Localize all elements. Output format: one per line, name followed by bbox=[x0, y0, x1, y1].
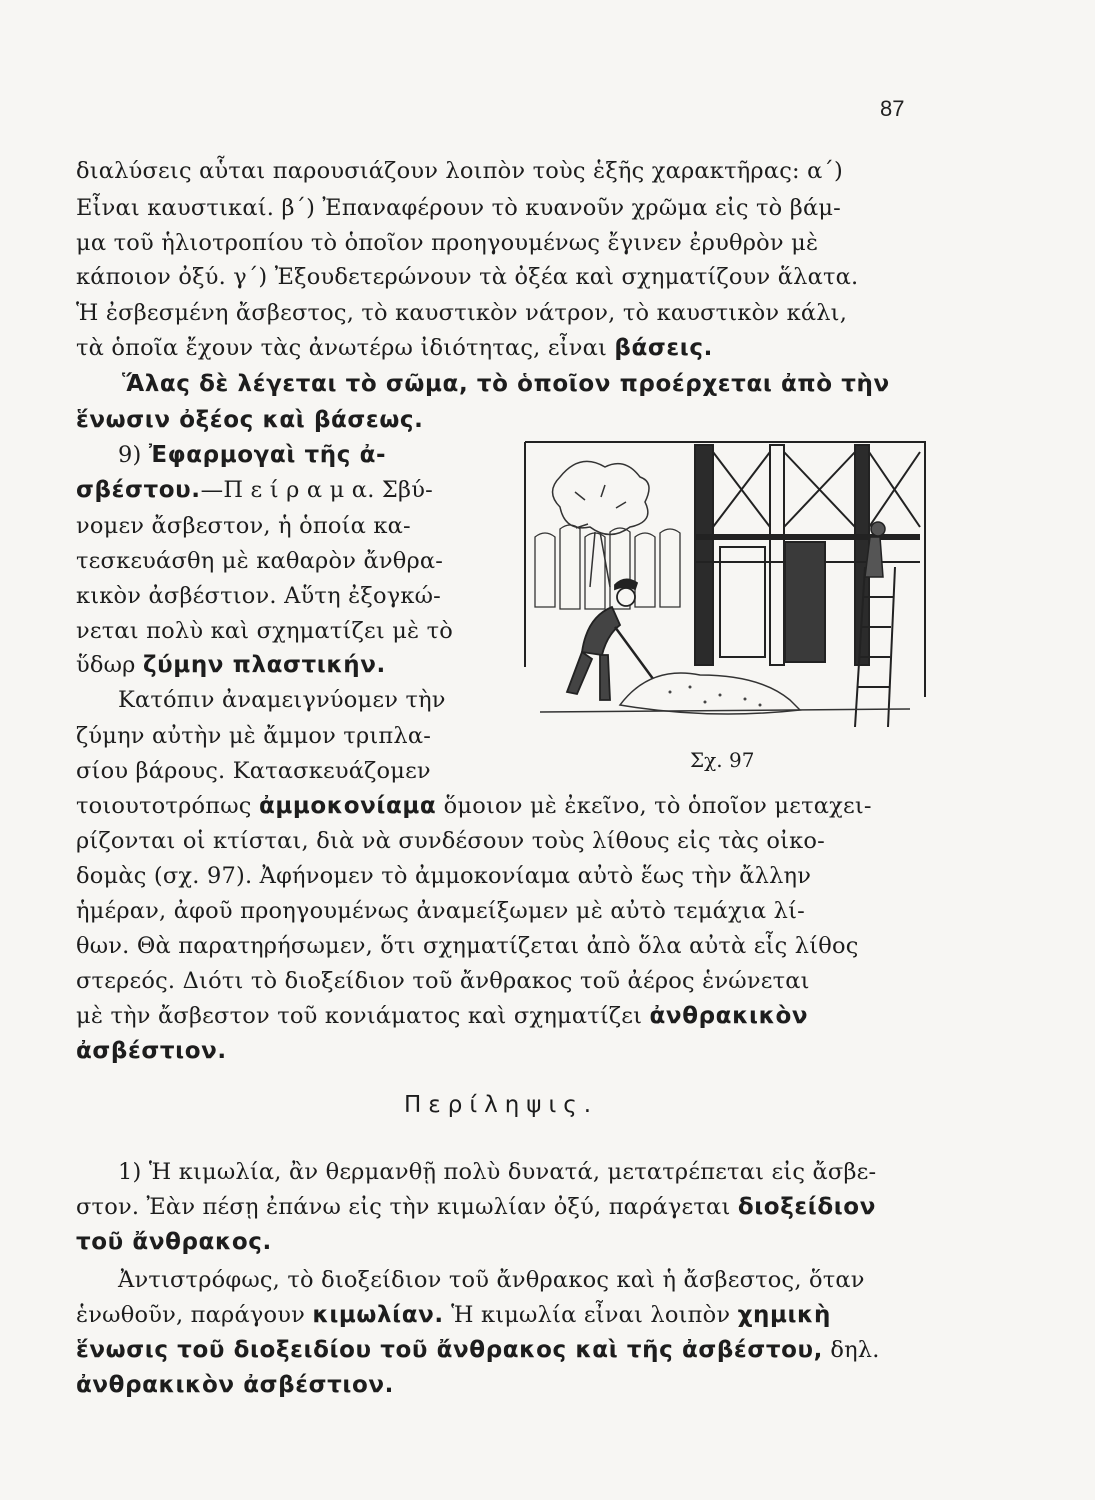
summary-line: 1) Ἡ κιμωλία, ἂν θερμανθῇ πολὺ δυνατά, μετατρέπεται εἰς ἄσβε- bbox=[118, 1159, 877, 1185]
section-number: 9) bbox=[118, 442, 142, 468]
paragraph-line bbox=[76, 650, 386, 680]
text-run: τὰ ὁποῖα ἔχουν τὰς ἀνωτέρω ἰδιότητας, εἶναι bbox=[76, 335, 608, 361]
summary-line bbox=[76, 1335, 880, 1365]
paragraph-line: τεσκευάσθη μὲ καθαρὸν ἄνθρα- bbox=[76, 548, 444, 574]
bold-term: διοξείδιον bbox=[737, 1194, 876, 1220]
bold-term: βάσεις. bbox=[614, 335, 713, 361]
bold-term: ἕνωσις τοῦ διοξειδίου τοῦ ἄνθρακος καὶ τῆς ἀσβέστου, bbox=[76, 1337, 823, 1363]
paragraph-line: Κατόπιν ἀναμειγνύομεν τὴν bbox=[118, 687, 446, 713]
paragraph-line bbox=[76, 791, 872, 821]
page-number: 87 bbox=[880, 96, 905, 121]
text-run: ὕδωρ bbox=[76, 652, 136, 678]
paragraph-line: μα τοῦ ἡλιοτροπίου τὸ ὁποῖον προηγουμένως ἔγινεν ἐρυθρὸν μὲ bbox=[76, 230, 819, 256]
paragraph-line bbox=[76, 1001, 808, 1031]
section-heading bbox=[118, 440, 386, 470]
text-run: δηλ. bbox=[830, 1337, 880, 1363]
text-run: ὅμοιον μὲ ἐκεῖνο, τὸ ὁποῖον μεταχει- bbox=[443, 793, 872, 819]
summary-heading: Περίληψις. bbox=[404, 1092, 599, 1118]
illustration-builder-mixing-mortar bbox=[520, 437, 930, 727]
figure-97 bbox=[520, 437, 930, 727]
text-run: Σβύ- bbox=[381, 477, 433, 503]
paragraph-line: κάποιον ὀξύ. γ΄) Ἐξουδετερώνουν τὰ ὀξέα καὶ σχηματίζουν ἅλατα. bbox=[76, 264, 859, 290]
summary-line: Ἀντιστρόφως, τὸ διοξείδιον τοῦ ἄνθρακος καὶ ἡ ἄσβεστος, ὅταν bbox=[118, 1267, 865, 1293]
paragraph-line: ρίζονται οἱ κτίσται, διὰ νὰ συνδέσουν τοὺς λίθους εἰς τὰς οἰκο- bbox=[76, 828, 825, 854]
figure-caption: Σχ. 97 bbox=[690, 748, 755, 772]
bold-term: χημικὴ bbox=[737, 1302, 831, 1328]
paragraph-line bbox=[76, 333, 713, 363]
paragraph-line: ἡμέραν, ἀφοῦ προηγουμένως ἀναμείξωμεν μὲ αὐτὸ τεμάχια λί- bbox=[76, 898, 805, 924]
paragraph-line: ζύμην αὐτὴν μὲ ἄμμον τριπλα- bbox=[76, 723, 432, 749]
text-run: Ἡ κιμωλία εἶναι λοιπὸν bbox=[451, 1302, 731, 1328]
summary-line: ἀνθρακικὸν ἀσβέστιον. bbox=[76, 1372, 394, 1398]
experiment-label: —Π ε ί ρ α μ α. bbox=[200, 477, 375, 503]
text-run: τοιουτοτρόπως bbox=[76, 793, 252, 819]
section-title: σβέστου. bbox=[76, 477, 201, 503]
bold-term: ἀμμοκονίαμα bbox=[258, 793, 437, 819]
paragraph-line: νεται πολὺ καὶ σχηματίζει μὲ τὸ bbox=[76, 618, 454, 644]
paragraph-line: διαλύσεις αὗται παρουσιάζουν λοιπὸν τοὺς ἑξῆς χαρακτῆρας: α΄) bbox=[76, 158, 843, 184]
paragraph-line: Ἡ ἐσβεσμένη ἄσβεστος, τὸ καυστικὸν νάτρον, τὸ καυστικὸν κάλι, bbox=[76, 300, 848, 326]
paragraph-line: δομὰς (σχ. 97). Ἀφήνομεν τὸ ἀμμοκονίαμα αὐτὸ ἕως τὴν ἄλλην bbox=[76, 863, 812, 889]
bold-term: ζύμην πλαστικήν. bbox=[142, 652, 386, 678]
summary-line bbox=[76, 1300, 831, 1330]
text-run: ἑνωθοῦν, παράγουν bbox=[76, 1302, 306, 1328]
summary-line bbox=[76, 1192, 876, 1222]
bold-term: κιμωλίαν. bbox=[312, 1302, 444, 1328]
paragraph-line bbox=[76, 475, 433, 505]
section-title: Ἐφαρμογαὶ τῆς ἀ- bbox=[148, 442, 387, 468]
definition-line: ἕνωσιν ὀξέος καὶ βάσεως. bbox=[76, 407, 424, 433]
text-run: μὲ τὴν ἄσβεστον τοῦ κονιάματος καὶ σχηματίζει bbox=[76, 1003, 643, 1029]
paragraph-line: στερεός. Διότι τὸ διοξείδιον τοῦ ἄνθρακος τοῦ ἀέρος ἑνώνεται bbox=[76, 968, 810, 994]
paragraph-line: Εἶναι καυστικαί. β΄) Ἐπαναφέρουν τὸ κυανοῦν χρῶμα εἰς τὸ βάμ- bbox=[76, 195, 841, 221]
paragraph-line: σίου βάρους. Κατασκευάζομεν bbox=[76, 758, 431, 784]
paragraph-line: ἀσβέστιον. bbox=[76, 1038, 227, 1064]
paragraph-line: νομεν ἄσβεστον, ἡ ὁποία κα- bbox=[76, 513, 411, 539]
definition-line: Ἅλας δὲ λέγεται τὸ σῶμα, τὸ ὁποῖον προέρχεται ἀπὸ τὴν bbox=[122, 371, 890, 397]
paragraph-line: θων. Θὰ παρατηρήσωμεν, ὅτι σχηματίζεται ἀπὸ ὅλα αὐτὰ εἷς λίθος bbox=[76, 933, 859, 959]
summary-line: τοῦ ἄνθρακος. bbox=[76, 1229, 272, 1255]
paragraph-line: κικὸν ἀσβέστιον. Αὕτη ἐξογκώ- bbox=[76, 583, 441, 609]
bold-term: ἀνθρακικὸν bbox=[649, 1003, 809, 1029]
text-run: στον. Ἐὰν πέσῃ ἐπάνω εἰς τὴν κιμωλίαν ὀξύ, παράγεται bbox=[76, 1194, 731, 1220]
